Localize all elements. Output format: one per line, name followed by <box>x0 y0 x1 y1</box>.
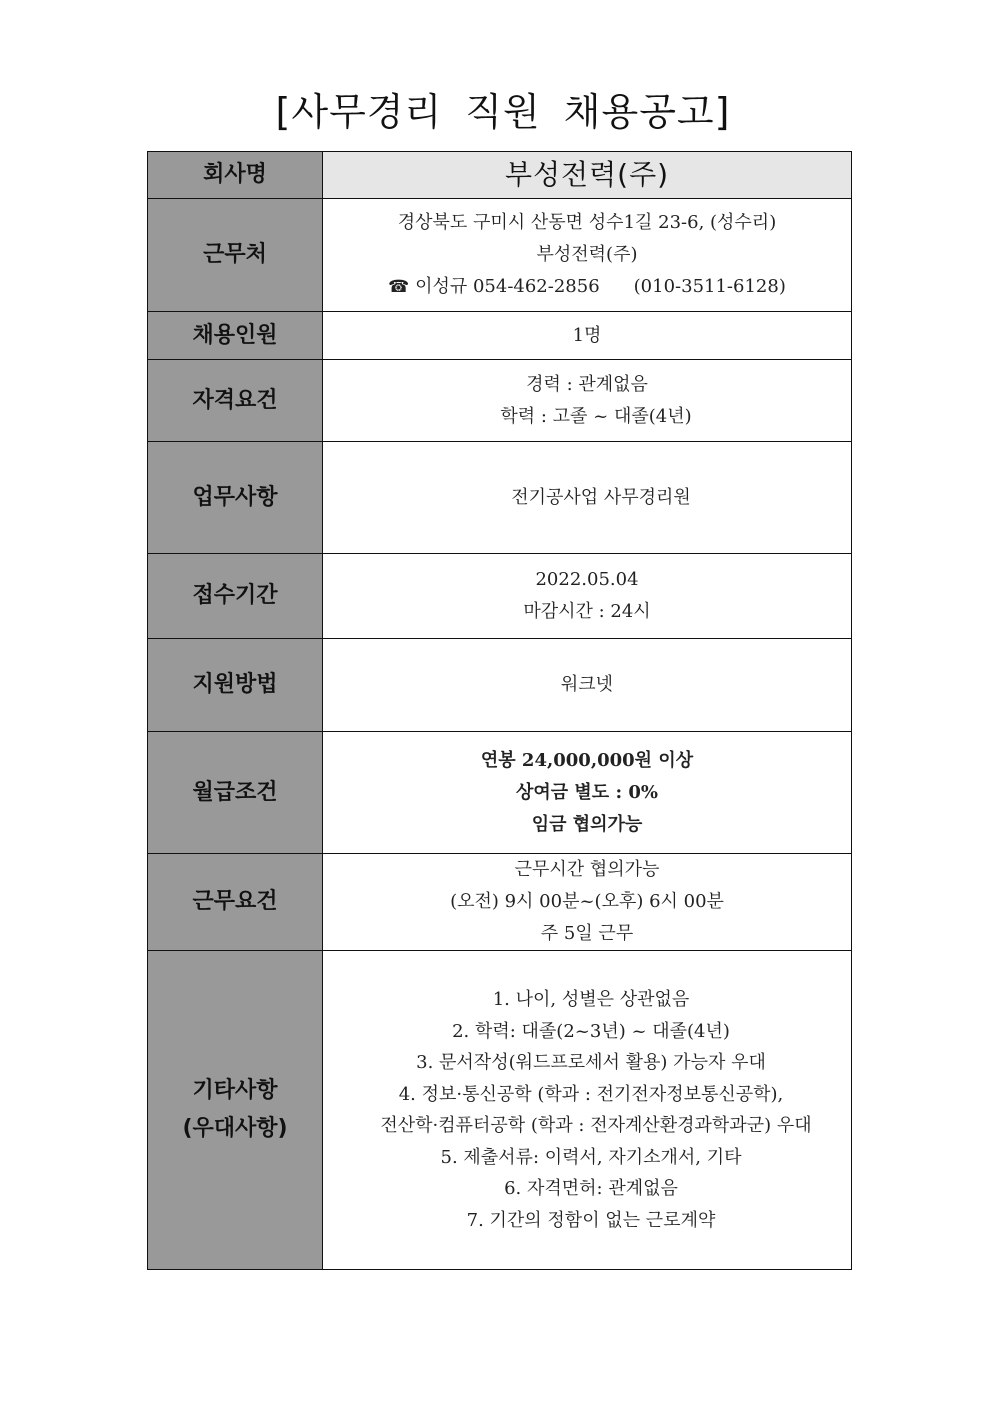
other-value <box>323 951 852 1270</box>
page-title: [사무경리 직원 채용공고] <box>275 90 731 134</box>
row-qualification <box>148 360 852 442</box>
workplace-address: 경상북도 구미시 산동면 성수1길 23-6, (성수리) <box>397 212 777 233</box>
salary-annual: 연봉 24,000,000원 이상 <box>480 749 694 771</box>
label-method: 지원방법 <box>148 639 323 732</box>
qualification-education: 학력 : 고졸 ~ 대졸(4년) <box>500 405 692 427</box>
period-deadline: 마감시간 : 24시 <box>523 601 651 622</box>
salary-value <box>323 732 852 854</box>
salary-bonus: 상여금 별도 : 0% <box>515 781 658 803</box>
label-duties: 업무사항 <box>148 442 323 554</box>
workplace-contact: 이성규 054-462-2856 <box>415 276 600 297</box>
job-notice-table <box>147 151 852 1270</box>
headcount-value: 1명 <box>323 312 852 360</box>
qualification-value <box>323 360 852 442</box>
row-other <box>148 951 852 1270</box>
conditions-time: (오전) 9시 00분~(오후) 6시 00분 <box>450 891 724 912</box>
qualification-career: 경력 : 관계없음 <box>526 373 648 395</box>
label-qualification: 자격요건 <box>148 360 323 442</box>
duties-value: 전기공사업 사무경리원 <box>323 442 852 554</box>
workplace-value <box>323 199 852 312</box>
label-period: 접수기간 <box>148 554 323 639</box>
label-company: 회사명 <box>148 152 323 199</box>
list-item: 6. 자격면허: 관계없음 <box>504 1178 678 1199</box>
label-workplace: 근무처 <box>148 199 323 312</box>
label-other-line1: 기타사항 <box>192 1078 278 1103</box>
phone-icon: ☎ <box>388 277 410 297</box>
list-item: 7. 기간의 정함이 없는 근로계약 <box>466 1209 716 1231</box>
row-duties <box>148 442 852 554</box>
conditions-days: 주 5일 근무 <box>540 923 634 944</box>
list-item: 2. 학력: 대졸(2~3년) ~ 대졸(4년) <box>452 1020 730 1042</box>
label-salary: 월급조건 <box>148 732 323 854</box>
label-conditions: 근무요건 <box>148 854 323 951</box>
period-value <box>323 554 852 639</box>
row-salary <box>148 732 852 854</box>
conditions-hours: 근무시간 협의가능 <box>514 859 660 880</box>
workplace-contact-line <box>323 271 851 303</box>
list-item: 3. 문서작성(워드프로세서 활용) 가능자 우대 <box>416 1052 766 1073</box>
row-headcount <box>148 312 852 360</box>
period-date: 2022.05.04 <box>535 569 639 590</box>
list-item: 4. 정보·통신공학 (학과 : 전기전자정보통신공학), <box>398 1083 784 1105</box>
row-company <box>148 152 852 199</box>
label-other-line2: (우대사항) <box>182 1116 288 1141</box>
list-item: 5. 제출서류: 이력서, 자기소개서, 기타 <box>440 1146 742 1168</box>
row-conditions <box>148 854 852 951</box>
company-name: 부성전력(주) <box>323 152 852 199</box>
list-item: 전산학·컴퓨터공학 (학과 : 전자계산환경과학과군) 우대 <box>380 1115 812 1136</box>
method-value: 워크넷 <box>323 639 852 732</box>
label-headcount: 채용인원 <box>148 312 323 360</box>
conditions-value <box>323 854 852 951</box>
row-workplace <box>148 199 852 312</box>
salary-negotiable: 임금 협의가능 <box>531 813 643 835</box>
row-method <box>148 639 852 732</box>
workplace-company: 부성전력(주) <box>536 244 638 265</box>
list-item: 1. 나이, 성별은 상관없음 <box>492 989 690 1010</box>
row-period <box>148 554 852 639</box>
label-other <box>148 951 323 1270</box>
workplace-mobile: (010-3511-6128) <box>633 276 786 297</box>
